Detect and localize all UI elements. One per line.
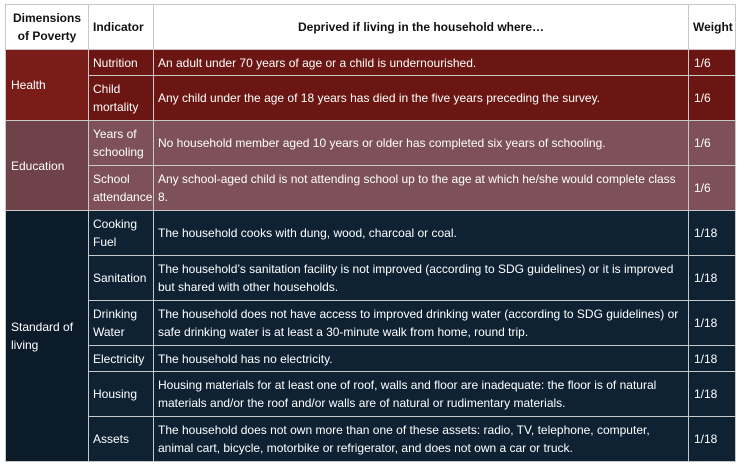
indicator-cell: Sanitation [89,256,154,301]
deprived-cell: An adult under 70 years of age or a child is undernourished. [154,50,689,76]
table-row [6,166,736,211]
table-header-row [6,5,736,50]
weight-cell: 1/6 [689,121,736,166]
weight-cell: 1/6 [689,50,736,76]
indicator-cell: Nutrition [89,50,154,76]
weight-cell: 1/6 [689,76,736,121]
weight-cell: 1/6 [689,166,736,211]
deprived-cell: The household does not own more than one of these assets: radio, TV, telephone, computer, animal cart, bicycle, motorbike or refrigerator, and does not own a car or truck. [154,417,689,462]
indicator-cell: Assets [89,417,154,462]
weight-cell: 1/18 [689,301,736,346]
deprived-cell: Any school-aged child is not attending school up to the age at which he/she would complete class 8. [154,166,689,211]
table-row [6,76,736,121]
weight-cell: 1/18 [689,372,736,417]
indicator-cell: Child mortality [89,76,154,121]
deprived-cell: The household’s sanitation facility is not improved (according to SDG guidelines) or it is improved but shared with other households. [154,256,689,301]
table-row [6,121,736,166]
table-row [6,301,736,346]
deprived-cell: No household member aged 10 years or older has completed six years of schooling. [154,121,689,166]
indicator-cell: Years of schooling [89,121,154,166]
table-row [6,346,736,372]
indicator-cell: School attendance [89,166,154,211]
weight-cell: 1/18 [689,346,736,372]
table-row [6,417,736,462]
weight-cell: 1/18 [689,417,736,462]
table-row [6,211,736,256]
deprived-cell: The household does not have access to improved drinking water (according to SDG guidelines) or safe drinking water is at least a 30-minute walk from home, round trip. [154,301,689,346]
indicator-cell: Electricity [89,346,154,372]
deprived-cell: The household cooks with dung, wood, charcoal or coal. [154,211,689,256]
header-weight: Weight [689,5,736,50]
indicator-cell: Housing [89,372,154,417]
deprived-cell: Any child under the age of 18 years has died in the five years preceding the survey. [154,76,689,121]
weight-cell: 1/18 [689,211,736,256]
deprived-cell: Housing materials for at least one of roof, walls and floor are inadequate: the floor is of natural materials and/or the roof and/or walls are of natural or rudimentary materials. [154,372,689,417]
dimension-standard-of-living: Standard of living [6,211,89,462]
dimension-health: Health [6,50,89,121]
table-row [6,256,736,301]
dimension-education: Education [6,121,89,211]
table-row [6,50,736,76]
header-dimensions: Dimensions of Poverty [6,5,89,50]
mpi-indicators-table [5,4,736,462]
deprived-cell: The household has no electricity. [154,346,689,372]
indicator-cell: Cooking Fuel [89,211,154,256]
table-row [6,372,736,417]
header-deprived: Deprived if living in the household where… [154,5,689,50]
header-indicator: Indicator [89,5,154,50]
weight-cell: 1/18 [689,256,736,301]
mpi-table-container [5,4,736,462]
indicator-cell: Drinking Water [89,301,154,346]
